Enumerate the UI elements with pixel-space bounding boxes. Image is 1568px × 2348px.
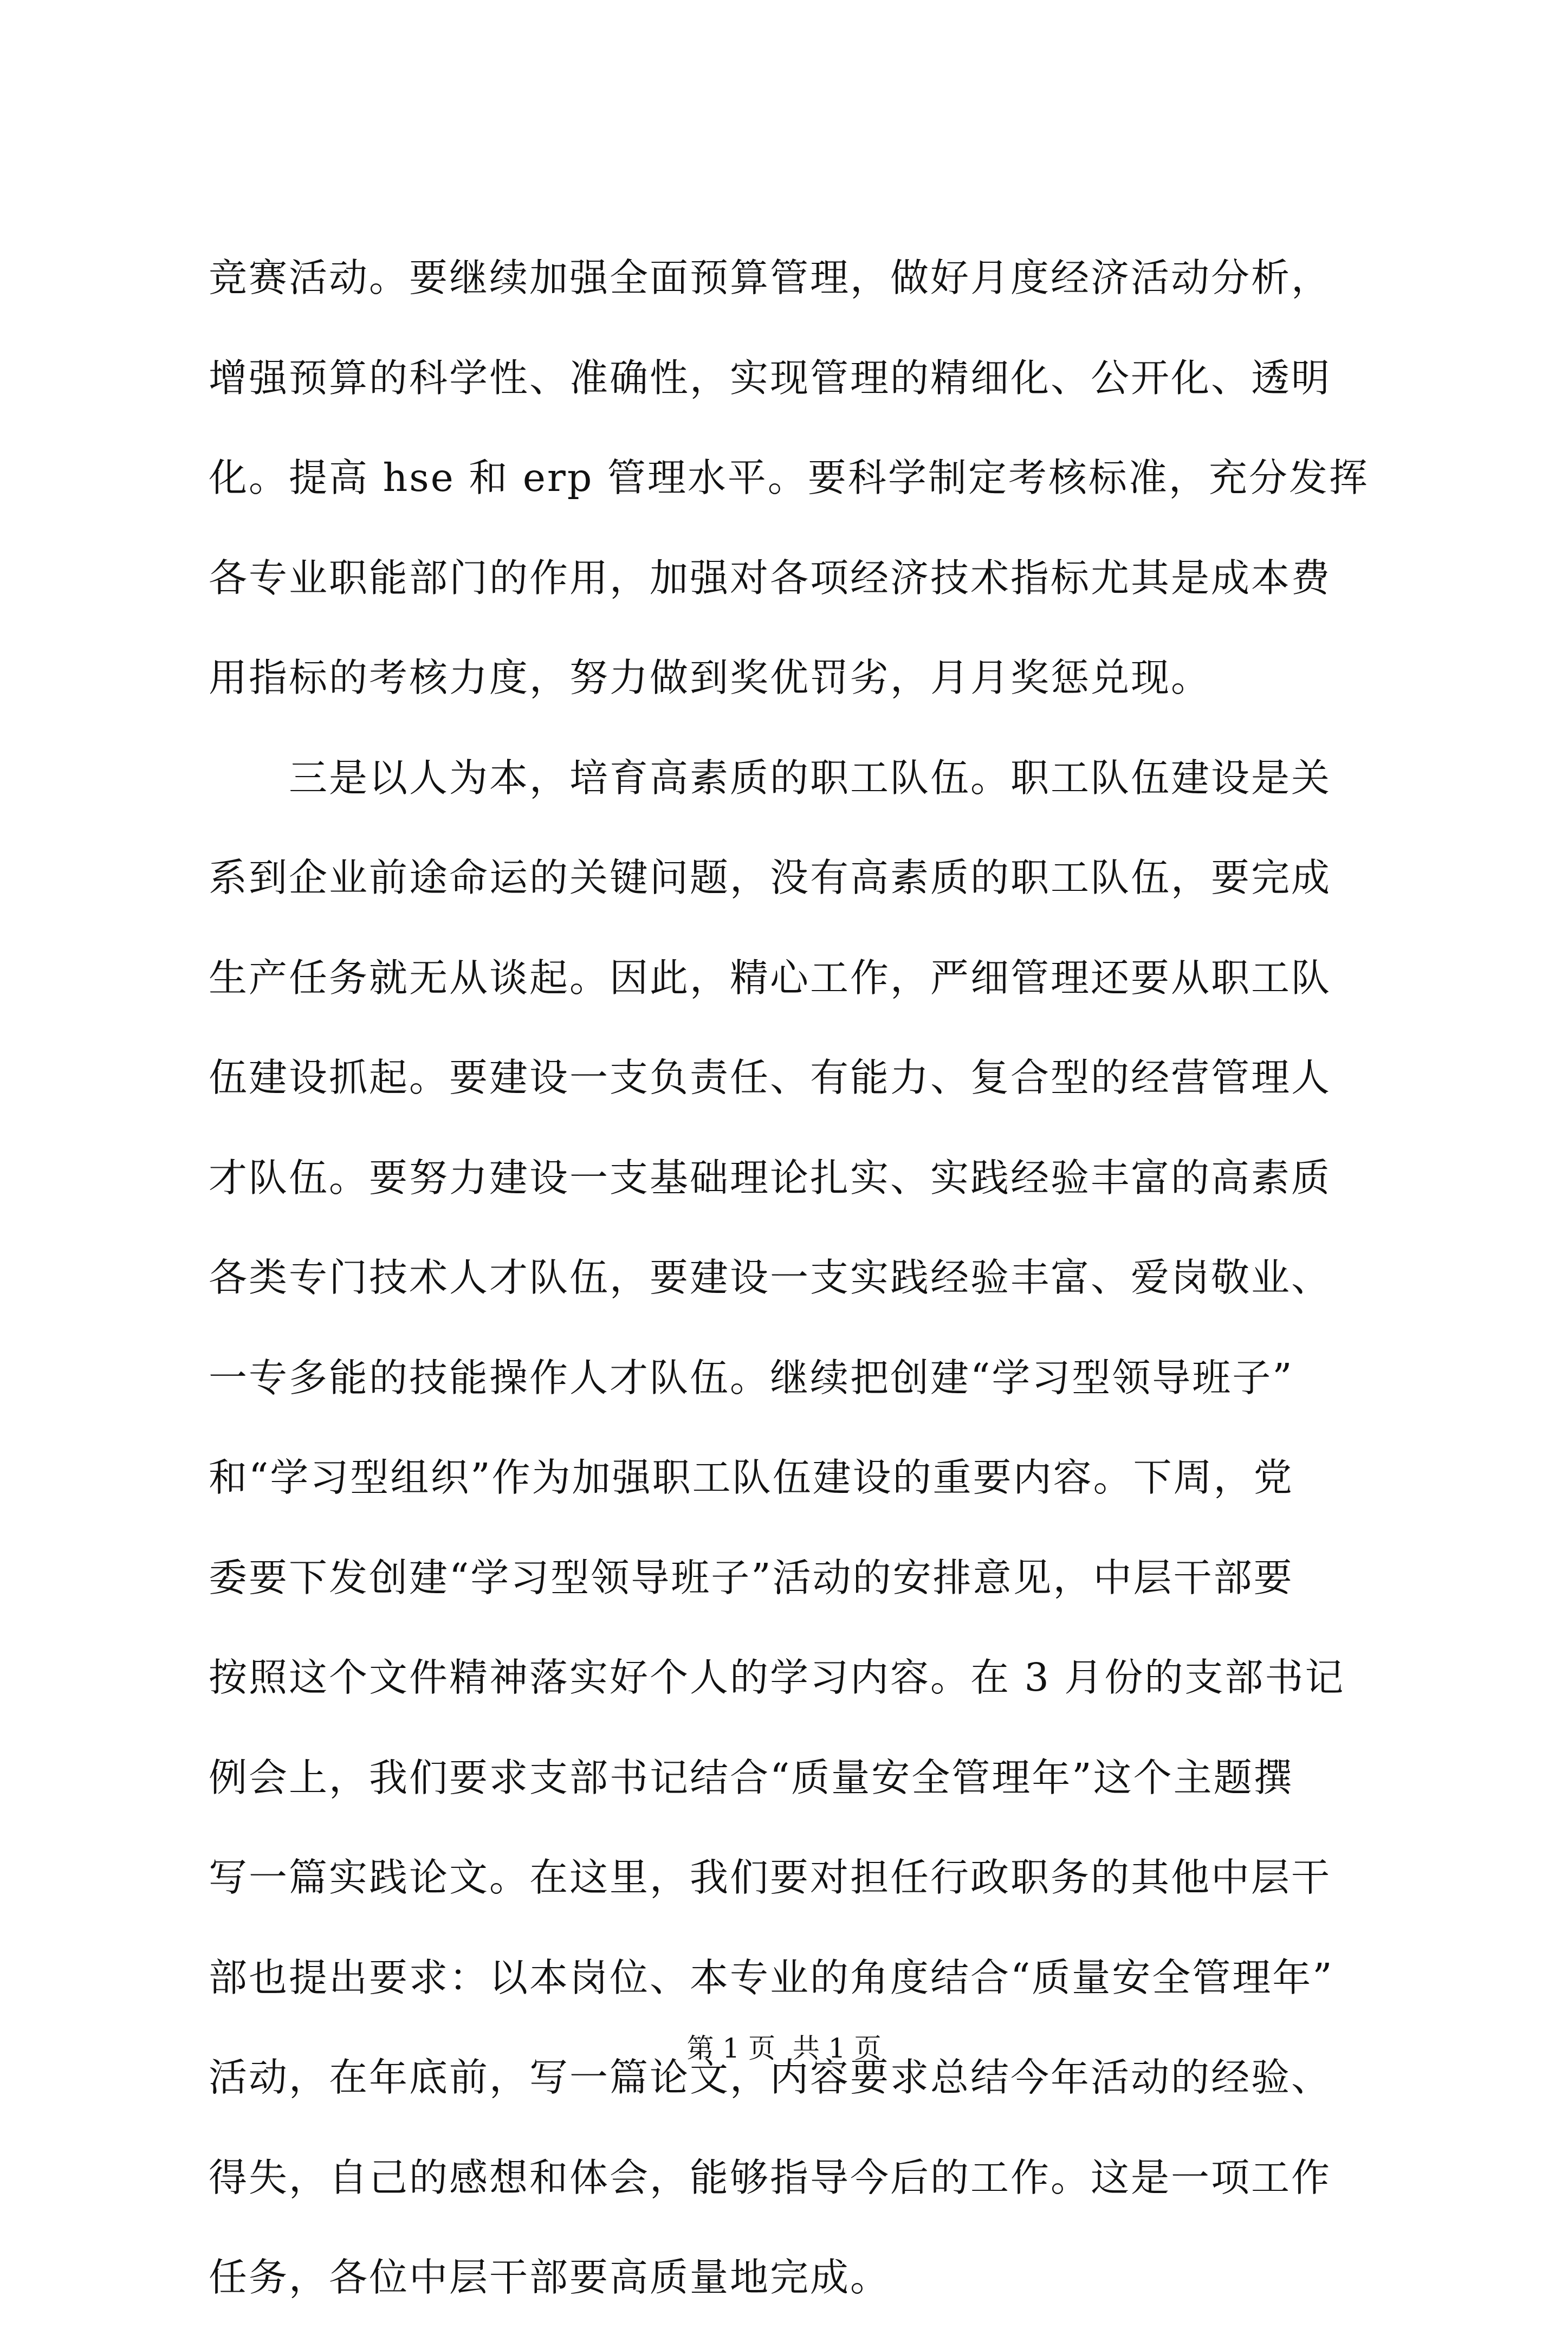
text-line-2: 增强预算的科学性、准确性，实现管理的精细化、公开化、透明 xyxy=(209,355,1332,400)
text-line-15: 按照这个文件精神落实好个人的学习内容。在 3 月份的支部书记 xyxy=(209,1655,1345,1700)
text-line-8: 生产任务就无从谈起。因此，精心工作，严细管理还要从职工队 xyxy=(209,955,1332,1000)
text-line-21: 任务，各位中层干部要高质量地完成。 xyxy=(209,2255,891,2300)
text-line-11: 各类专门技术人才队伍，要建设一支实践经验丰富、爱岗敬业、 xyxy=(209,1255,1332,1300)
text-line-18: 部也提出要求：以本岗位、本专业的角度结合“质量安全管理年” xyxy=(209,1955,1334,2000)
text-line-19: 活动，在年底前，写一篇论文，内容要求总结今年活动的经验、 xyxy=(209,2055,1332,2100)
text-line-5: 用指标的考核力度，努力做到奖优罚劣，月月奖惩兑现。 xyxy=(209,655,1211,700)
text-line-4: 各专业职能部门的作用，加强对各项经济技术指标尤其是成本费 xyxy=(209,555,1332,600)
text-line-1: 竞赛活动。要继续加强全面预算管理，做好月度经济活动分析， xyxy=(209,255,1332,300)
text-line-12: 一专多能的技能操作人才队伍。继续把创建“学习型领导班子” xyxy=(209,1355,1294,1400)
text-line-9: 伍建设抓起。要建设一支负责任、有能力、复合型的经营管理人 xyxy=(209,1055,1332,1100)
text-line-17: 写一篇实践论文。在这里，我们要对担任行政职务的其他中层干 xyxy=(209,1855,1332,1900)
text-line-16: 例会上，我们要求支部书记结合“质量安全管理年”这个主题撰 xyxy=(209,1755,1294,1800)
text-line-3: 化。提高 hse 和 erp 管理水平。要科学制定考核标准，充分发挥 xyxy=(209,455,1369,500)
text-line-7: 系到企业前途命运的关键问题，没有高素质的职工队伍，要完成 xyxy=(209,855,1332,900)
text-line-6: 三是以人为本，培育高素质的职工队伍。职工队伍建设是关 xyxy=(209,755,1332,800)
text-line-20: 得失，自己的感想和体会，能够指导今后的工作。这是一项工作 xyxy=(209,2155,1332,2200)
text-line-10: 才队伍。要努力建设一支基础理论扎实、实践经验丰富的高素质 xyxy=(209,1155,1332,1200)
text-line-14: 委要下发创建“学习型领导班子”活动的安排意见，中层干部要 xyxy=(209,1555,1294,1600)
text-line-13: 和“学习型组织”作为加强职工队伍建设的重要内容。下周，党 xyxy=(209,1455,1294,1500)
page-number-footer: 第 1 页 共 1 页 xyxy=(686,2033,882,2064)
